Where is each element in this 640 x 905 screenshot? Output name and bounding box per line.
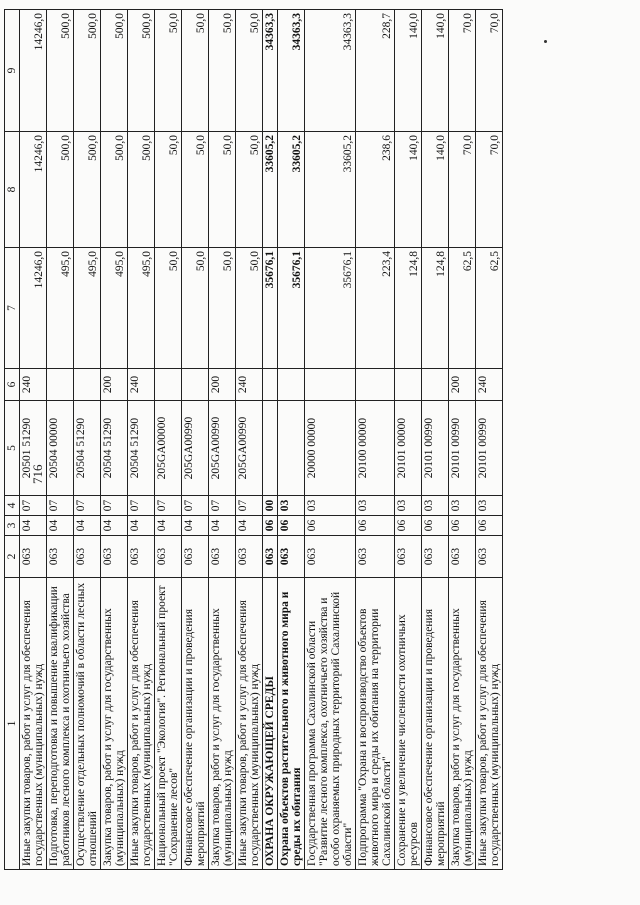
- amount-year2-cell: 50,0: [155, 132, 182, 248]
- expense-type-cell: [263, 369, 278, 401]
- amount-year1-cell: 495,0: [74, 248, 101, 369]
- amount-year2-cell: 500,0: [74, 132, 101, 248]
- amount-year1-cell: 35676,1: [278, 248, 305, 369]
- row-name-cell: Иные закупки товаров, работ и услуг для обеспечения государственных (муниципальных) нужд: [128, 578, 155, 870]
- expense-type-cell: [47, 369, 74, 401]
- expense-type-cell: [182, 369, 209, 401]
- section-cell: 04: [128, 516, 155, 536]
- target-article-cell: 20101 00990: [422, 401, 449, 496]
- target-article-cell: 20101 00990: [449, 401, 476, 496]
- target-article-cell: 20101 00990: [476, 401, 503, 496]
- target-article-cell: 205GA00990: [182, 401, 209, 496]
- expense-type-cell: [422, 369, 449, 401]
- target-article-cell: 20100 00000: [356, 401, 395, 496]
- header-row: [5, 10, 20, 870]
- subsection-cell: 07: [20, 496, 47, 516]
- amount-year3-cell: 500,0: [101, 10, 128, 132]
- admin-code-cell: 063: [128, 536, 155, 578]
- amount-year3-cell: 50,0: [209, 10, 236, 132]
- admin-code-cell: 063: [209, 536, 236, 578]
- amount-year3-cell: 50,0: [155, 10, 182, 132]
- target-article-cell: 20504 00000: [47, 401, 74, 496]
- amount-year3-cell: 228,7: [356, 10, 395, 132]
- amount-year1-cell: 62,5: [449, 248, 476, 369]
- amount-year2-cell: 33605,2: [278, 132, 305, 248]
- row-name-cell: Иные закупки товаров, работ и услуг для обеспечения государственных (муниципальных) нужд: [20, 578, 47, 870]
- amount-year3-cell: 34363,3: [263, 10, 278, 132]
- amount-year1-cell: 495,0: [47, 248, 74, 369]
- admin-code-cell: 063: [449, 536, 476, 578]
- row-name-cell: Финансовое обеспечение организации и проведения мероприятий: [182, 578, 209, 870]
- amount-year2-cell: 33605,2: [305, 132, 356, 248]
- amount-year2-cell: 14246,0: [20, 132, 47, 248]
- table-row: [395, 10, 422, 870]
- amount-year1-cell: 50,0: [209, 248, 236, 369]
- subsection-cell: 03: [395, 496, 422, 516]
- amount-year3-cell: 140,0: [422, 10, 449, 132]
- header-cell: 5: [5, 401, 20, 496]
- page-number: 716: [30, 464, 45, 484]
- amount-year2-cell: 238,6: [356, 132, 395, 248]
- table-row: [263, 10, 278, 870]
- table-row: [356, 10, 395, 870]
- admin-code-cell: 063: [74, 536, 101, 578]
- amount-year1-cell: 50,0: [236, 248, 263, 369]
- amount-year3-cell: 500,0: [47, 10, 74, 132]
- subsection-cell: 07: [155, 496, 182, 516]
- admin-code-cell: 063: [47, 536, 74, 578]
- amount-year3-cell: 50,0: [236, 10, 263, 132]
- row-name-cell: Охрана объектов растительного и животного мира и среды их обитания: [278, 578, 305, 870]
- amount-year3-cell: 50,0: [182, 10, 209, 132]
- row-name-cell: Финансовое обеспечение организации и проведения мероприятий: [422, 578, 449, 870]
- amount-year3-cell: 500,0: [128, 10, 155, 132]
- amount-year2-cell: 140,0: [422, 132, 449, 248]
- table-row: [128, 10, 155, 870]
- table-row: [449, 10, 476, 870]
- header-cell: 3: [5, 516, 20, 536]
- table-row: [74, 10, 101, 870]
- amount-year1-cell: 223,4: [356, 248, 395, 369]
- table-row: [305, 10, 356, 870]
- section-cell: 06: [395, 516, 422, 536]
- admin-code-cell: 063: [476, 536, 503, 578]
- admin-code-cell: 063: [101, 536, 128, 578]
- section-cell: 04: [20, 516, 47, 536]
- amount-year2-cell: 33605,2: [263, 132, 278, 248]
- amount-year3-cell: 34363,3: [305, 10, 356, 132]
- row-name-cell: Иные закупки товаров, работ и услуг для обеспечения государственных (муниципальных) нужд: [236, 578, 263, 870]
- expense-type-cell: [395, 369, 422, 401]
- amount-year1-cell: 50,0: [155, 248, 182, 369]
- amount-year3-cell: 500,0: [74, 10, 101, 132]
- target-article-cell: 205GA00000: [155, 401, 182, 496]
- expense-type-cell: [356, 369, 395, 401]
- admin-code-cell: 063: [155, 536, 182, 578]
- subsection-cell: 03: [476, 496, 503, 516]
- target-article-cell: 20000 00000: [305, 401, 356, 496]
- header-cell: 6: [5, 369, 20, 401]
- amount-year1-cell: 14246,0: [20, 248, 47, 369]
- amount-year2-cell: 50,0: [236, 132, 263, 248]
- amount-year2-cell: 50,0: [209, 132, 236, 248]
- target-article-cell: 205GA00990: [209, 401, 236, 496]
- row-name-cell: Подготовка, переподготовка и повышение квалификации работников лесного комплекса и охотничьего хозяйства: [47, 578, 74, 870]
- subsection-cell: 03: [356, 496, 395, 516]
- admin-code-cell: 063: [236, 536, 263, 578]
- subsection-cell: 03: [449, 496, 476, 516]
- expense-type-cell: 200: [101, 369, 128, 401]
- table-row: [476, 10, 503, 870]
- amount-year2-cell: 50,0: [182, 132, 209, 248]
- amount-year2-cell: 500,0: [101, 132, 128, 248]
- section-cell: 06: [305, 516, 356, 536]
- row-name-cell: Иные закупки товаров, работ и услуг для обеспечения государственных (муниципальных) нужд: [476, 578, 503, 870]
- amount-year1-cell: 50,0: [182, 248, 209, 369]
- table-row: [47, 10, 74, 870]
- expense-type-cell: [74, 369, 101, 401]
- section-cell: 04: [74, 516, 101, 536]
- subsection-cell: 00: [263, 496, 278, 516]
- amount-year2-cell: 500,0: [47, 132, 74, 248]
- subsection-cell: 07: [47, 496, 74, 516]
- section-cell: 06: [422, 516, 449, 536]
- amount-year3-cell: 34363,3: [278, 10, 305, 132]
- amount-year3-cell: 70,0: [476, 10, 503, 132]
- amount-year2-cell: 140,0: [395, 132, 422, 248]
- target-article-cell: 20504 51290: [101, 401, 128, 496]
- admin-code-cell: 063: [20, 536, 47, 578]
- table-row: [155, 10, 182, 870]
- subsection-cell: 07: [128, 496, 155, 516]
- amount-year2-cell: 70,0: [449, 132, 476, 248]
- section-cell: 04: [155, 516, 182, 536]
- rotated-table-wrapper: [4, 10, 622, 870]
- expense-type-cell: 240: [128, 369, 155, 401]
- target-article-cell: 205GA00990: [236, 401, 263, 496]
- row-name-cell: Подпрограмма "Охрана и воспроизводство объектов животного мира и среды их обитания на территории Сахалинской области": [356, 578, 395, 870]
- expense-type-cell: 200: [209, 369, 236, 401]
- section-cell: 06: [476, 516, 503, 536]
- subsection-cell: 07: [209, 496, 236, 516]
- row-name-cell: Осуществление отдельных полномочий в области лесных отношений: [74, 578, 101, 870]
- section-cell: 06: [356, 516, 395, 536]
- header-cell: 9: [5, 10, 20, 132]
- amount-year1-cell: 495,0: [101, 248, 128, 369]
- target-article-cell: [278, 401, 305, 496]
- header-cell: 8: [5, 132, 20, 248]
- header-cell: 4: [5, 496, 20, 516]
- expense-type-cell: 240: [236, 369, 263, 401]
- section-cell: 06: [278, 516, 305, 536]
- section-cell: 06: [263, 516, 278, 536]
- admin-code-cell: 063: [305, 536, 356, 578]
- expense-type-cell: 200: [449, 369, 476, 401]
- target-article-cell: [263, 401, 278, 496]
- table-row: [278, 10, 305, 870]
- header-cell: 2: [5, 536, 20, 578]
- admin-code-cell: 063: [182, 536, 209, 578]
- row-name-cell: Закупка товаров, работ и услуг для государственных (муниципальных) нужд: [101, 578, 128, 870]
- amount-year3-cell: 70,0: [449, 10, 476, 132]
- subsection-cell: 07: [236, 496, 263, 516]
- admin-code-cell: 063: [356, 536, 395, 578]
- expense-type-cell: [155, 369, 182, 401]
- subsection-cell: 03: [278, 496, 305, 516]
- admin-code-cell: 063: [422, 536, 449, 578]
- section-cell: 04: [101, 516, 128, 536]
- table-row: [20, 10, 47, 870]
- admin-code-cell: 063: [263, 536, 278, 578]
- section-cell: 04: [209, 516, 236, 536]
- admin-code-cell: 063: [395, 536, 422, 578]
- target-article-cell: 20504 51290: [74, 401, 101, 496]
- table-row: [182, 10, 209, 870]
- table-row: [209, 10, 236, 870]
- subsection-cell: 03: [305, 496, 356, 516]
- expense-type-cell: [278, 369, 305, 401]
- table-row: [422, 10, 449, 870]
- row-name-cell: ОХРАНА ОКРУЖАЮЩЕЙ СРЕДЫ: [263, 578, 278, 870]
- amount-year3-cell: 14246,0: [20, 10, 47, 132]
- section-cell: 04: [182, 516, 209, 536]
- amount-year1-cell: 35676,1: [263, 248, 278, 369]
- subsection-cell: 07: [182, 496, 209, 516]
- row-name-cell: Закупка товаров, работ и услуг для государственных (муниципальных) нужд: [209, 578, 236, 870]
- amount-year1-cell: 62,5: [476, 248, 503, 369]
- expense-type-cell: 240: [20, 369, 47, 401]
- section-cell: 04: [236, 516, 263, 536]
- target-article-cell: 20504 51290: [128, 401, 155, 496]
- table-row: [236, 10, 263, 870]
- amount-year1-cell: 495,0: [128, 248, 155, 369]
- amount-year1-cell: 124,8: [422, 248, 449, 369]
- subsection-cell: 07: [101, 496, 128, 516]
- amount-year3-cell: 140,0: [395, 10, 422, 132]
- subsection-cell: 07: [74, 496, 101, 516]
- amount-year1-cell: 35676,1: [305, 248, 356, 369]
- expense-type-cell: [305, 369, 356, 401]
- target-article-cell: 20501 51290: [20, 401, 47, 496]
- table-body: [5, 10, 503, 870]
- amount-year1-cell: 124,8: [395, 248, 422, 369]
- row-name-cell: Сохранение и увеличение численности охотничьих ресурсов: [395, 578, 422, 870]
- amount-year2-cell: 500,0: [128, 132, 155, 248]
- section-cell: 06: [449, 516, 476, 536]
- admin-code-cell: 063: [278, 536, 305, 578]
- subsection-cell: 03: [422, 496, 449, 516]
- header-cell: 7: [5, 248, 20, 369]
- section-cell: 04: [47, 516, 74, 536]
- expense-type-cell: 240: [476, 369, 503, 401]
- header-cell: 1: [5, 578, 20, 870]
- table-row: [101, 10, 128, 870]
- row-name-cell: Национальный проект "Экология". Региональный проект "Сохранение лесов": [155, 578, 182, 870]
- budget-table: [4, 9, 503, 870]
- row-name-cell: Закупка товаров, работ и услуг для государственных (муниципальных) нужд: [449, 578, 476, 870]
- target-article-cell: 20101 00000: [395, 401, 422, 496]
- amount-year2-cell: 70,0: [476, 132, 503, 248]
- row-name-cell: Государственная программа Сахалинской области "Развитие лесного комплекса, охотничьего хозяйства и особо охраняемых природных территорий Сахалинской области": [305, 578, 356, 870]
